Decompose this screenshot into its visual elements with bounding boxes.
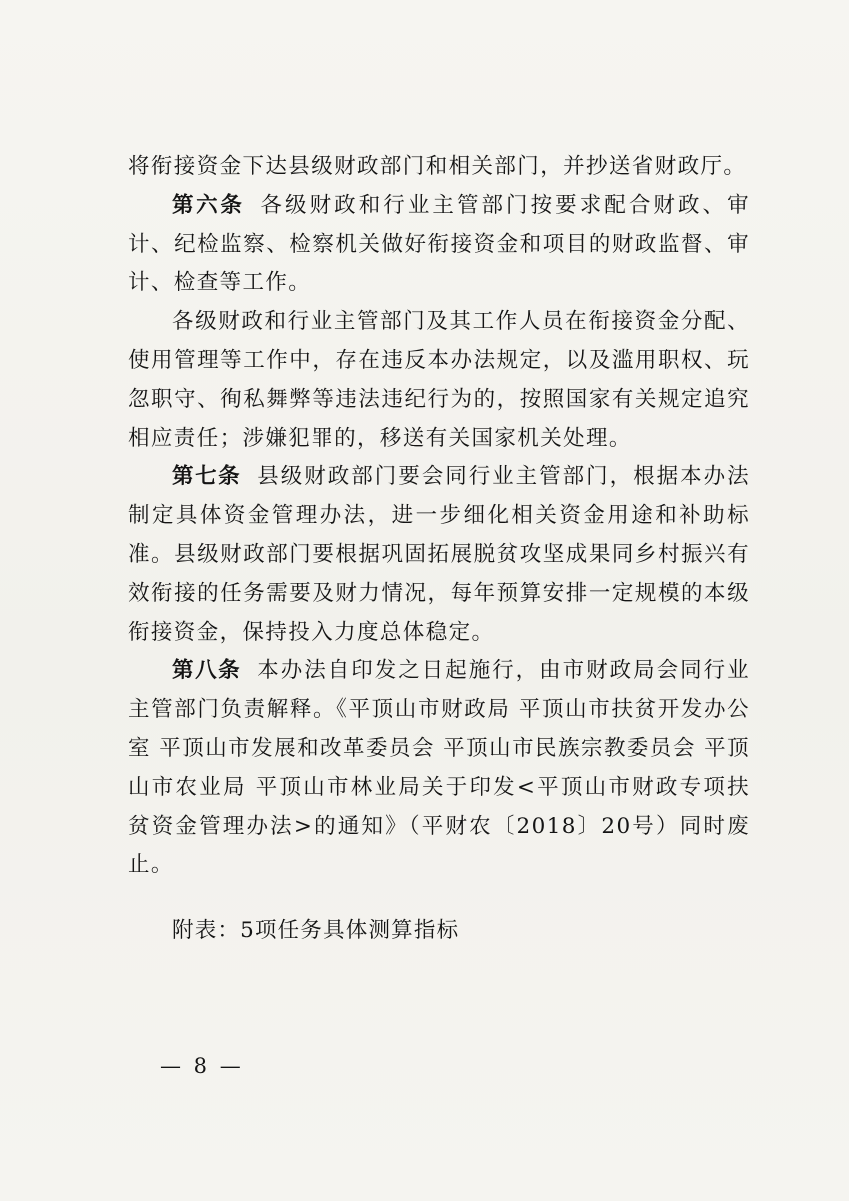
article-7-paragraph [128,458,750,652]
article-number: 第七条 [172,464,242,490]
paragraph-text: 将衔接资金下达县级财政部门和相关部门，并抄送省财政厅。 [128,154,747,179]
paragraph-text: 本办法自印发之日起施行，由市财政局会同行业主管部门负责解释。《平顶山市财政局 平顶山市扶贫开发办公室 平顶山市发展和改革委员会 平顶山市民族宗教委员会 平顶山市农业局 平顶山市林业局关于印发<平顶山市财政专项扶贫资金管理办法>的通知》（平财农〔2018〕20号）同时废止。 [128,658,750,878]
document-body [128,148,750,885]
article-6-paragraph-2 [128,303,750,458]
paragraph-text: 县级财政部门要会同行业主管部门，根据本办法制定具体资金管理办法，进一步细化相关资金用途和补助标准。县级财政部门要根据巩固拓展脱贫攻坚成果同乡村振兴有效衔接的任务需要及财力情况，每年预算安排一定规模的本级衔接资金，保持投入力度总体稳定。 [128,464,750,645]
paragraph-text: 各级财政和行业主管部门按要求配合财政、审计、纪检监察、检察机关做好衔接资金和项目的财政监督、审计、检查等工作。 [128,192,750,296]
article-number: 第六条 [172,192,245,218]
article-number: 第八条 [172,658,242,684]
paragraph-1 [128,148,750,187]
attachment-note: 附表：5项任务具体测算指标 [172,918,460,943]
page-number: — 8 — [160,1054,244,1078]
article-8-paragraph [128,652,750,885]
paragraph-text: 各级财政和行业主管部门及其工作人员在衔接资金分配、使用管理等工作中，存在违反本办法规定，以及滥用职权、玩忽职守、徇私舞弊等违法违纪行为的，按照国家有关规定追究相应责任；涉嫌犯罪的，移送有关国家机关处理。 [128,309,750,451]
article-6-paragraph [128,187,750,303]
